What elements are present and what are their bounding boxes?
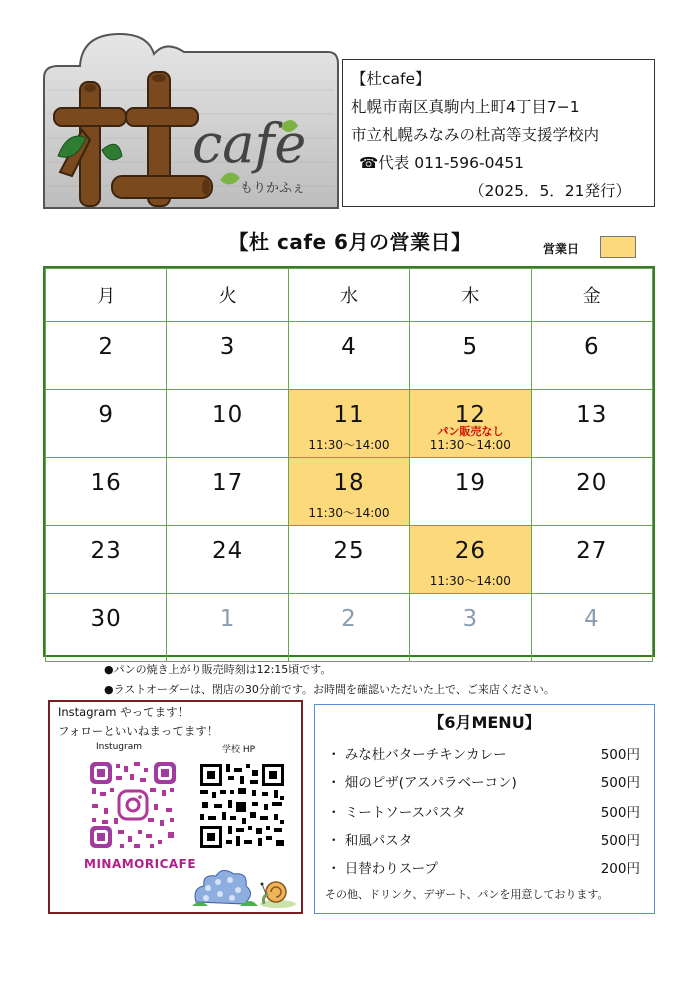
calendar-week-row <box>46 458 653 526</box>
day-number: 2 <box>341 606 357 632</box>
menu-item-name: ・ 畑のピザ(アスパラベーコン) <box>327 775 517 791</box>
menu-footer: その他、ドリンク、デザート、パンを用意しております。 <box>325 888 609 901</box>
calendar-day <box>46 322 167 390</box>
day-number: 26 <box>454 538 486 564</box>
calendar-day <box>531 322 652 390</box>
morikafe-logo <box>42 30 340 210</box>
calendar-day <box>531 458 652 526</box>
opening-hours: 11:30〜14:00 <box>429 438 511 452</box>
svg-text:もりかふぇ: もりかふぇ <box>240 181 306 196</box>
hydrangea-snail-illustration <box>190 862 300 910</box>
menu-item-price: 500円 <box>600 747 640 763</box>
day-number: 18 <box>333 470 365 496</box>
menu-box <box>314 704 655 914</box>
calendar-day <box>167 322 288 390</box>
calendar <box>43 266 655 657</box>
calendar-day <box>46 458 167 526</box>
instagram-line2: フォローといいねまってます！ <box>58 724 219 738</box>
calendar-week-row <box>46 322 653 390</box>
opening-hours: 11:30〜14:00 <box>308 438 390 452</box>
menu-item-name: ・ ミートソースパスタ <box>327 805 466 821</box>
day-number: 4 <box>583 606 600 632</box>
calendar-header-row <box>46 269 653 322</box>
day-number: 5 <box>462 334 479 360</box>
day-number: 13 <box>576 402 608 428</box>
weekday-thu: 木 <box>410 269 531 322</box>
instagram-box <box>48 700 303 914</box>
address: 札幌市南区真駒内上町4丁目7−1 <box>351 98 580 116</box>
instagram-qr-code[interactable] <box>88 760 178 850</box>
day-number: 10 <box>211 402 244 428</box>
menu-item-price: 500円 <box>600 775 640 791</box>
calendar-day <box>410 458 531 526</box>
day-number: 24 <box>211 538 244 564</box>
day-number: 19 <box>454 470 486 496</box>
menu-item-price: 200円 <box>600 861 640 877</box>
day-number: 30 <box>90 606 122 632</box>
note-bread-time: ●パンの焼き上がり販売時刻は12:15頃です。 <box>104 663 332 676</box>
calendar-day <box>46 526 167 594</box>
menu-item-name: ・ 和風パスタ <box>327 833 413 849</box>
instagram-line1: Instagram やってます！ <box>58 705 190 719</box>
cafe-name: 【杜cafe】 <box>351 70 431 88</box>
day-number: 9 <box>98 402 115 428</box>
calendar-day <box>167 526 288 594</box>
school-hp-qr-code[interactable] <box>198 762 286 850</box>
calendar-day <box>288 526 409 594</box>
day-number: 16 <box>90 470 122 496</box>
weekday-mon: 月 <box>46 269 167 322</box>
calendar-day <box>410 594 531 662</box>
calendar-week-row <box>46 594 653 662</box>
weekday-wed: 水 <box>288 269 409 322</box>
menu-title: 【6月MENU】 <box>428 713 541 732</box>
day-number: 17 <box>211 470 244 496</box>
location: 市立札幌みなみの杜高等支援学校内 <box>351 126 600 144</box>
day-number: 4 <box>341 334 357 360</box>
day-number: 3 <box>462 606 479 632</box>
weekday-fri: 金 <box>531 269 652 322</box>
page-title: 【杜 cafe 6月の営業日】 <box>228 230 472 254</box>
calendar-day-open <box>288 390 409 458</box>
calendar-week-row <box>46 390 653 458</box>
calendar-day-open <box>410 390 531 458</box>
calendar-day <box>288 322 409 390</box>
svg-text:cafe: cafe <box>192 112 307 175</box>
school-hp-caption: 学校 HP <box>222 745 256 755</box>
legend-label: 営業日 <box>543 242 580 256</box>
instagram-handle: MINAMORICAFE <box>84 857 197 871</box>
opening-hours: 11:30〜14:00 <box>308 506 390 520</box>
phone: ☎代表 011-596-0451 <box>359 154 525 172</box>
issue-date: （2025．5．21発行） <box>469 182 632 200</box>
weekday-tue: 火 <box>167 269 288 322</box>
menu-item-name: ・ みな杜バターチキンカレー <box>327 747 507 763</box>
calendar-day <box>46 390 167 458</box>
calendar-day <box>167 458 288 526</box>
menu-item-price: 500円 <box>600 805 640 821</box>
cafe-info-box <box>342 59 655 207</box>
day-number: 12 <box>454 402 486 428</box>
opening-hours: 11:30〜14:00 <box>429 574 511 588</box>
calendar-day <box>531 390 652 458</box>
legend-swatch <box>600 236 636 258</box>
calendar-day <box>531 594 652 662</box>
calendar-day-open <box>410 526 531 594</box>
day-number: 25 <box>333 538 365 564</box>
calendar-day <box>167 594 288 662</box>
day-number: 1 <box>219 606 236 632</box>
day-number: 3 <box>219 334 236 360</box>
calendar-day <box>288 594 409 662</box>
menu-item-name: ・ 日替わりスープ <box>327 861 438 877</box>
calendar-day <box>531 526 652 594</box>
day-number: 6 <box>583 334 600 360</box>
calendar-day <box>410 322 531 390</box>
calendar-table <box>45 268 653 662</box>
day-number: 20 <box>576 470 608 496</box>
calendar-week-row <box>46 526 653 594</box>
instagram-caption: Instugram <box>96 742 142 752</box>
calendar-day-open <box>288 458 409 526</box>
day-number: 11 <box>333 402 365 428</box>
day-number: 23 <box>90 538 122 564</box>
calendar-day <box>46 594 167 662</box>
menu-item-price: 500円 <box>600 833 640 849</box>
note-last-order: ●ラストオーダーは、閉店の30分前です。お時間を確認いただいた上で、ご来店ください。 <box>104 683 555 696</box>
day-number: 27 <box>576 538 608 564</box>
calendar-day <box>167 390 288 458</box>
day-number: 2 <box>98 334 115 360</box>
day-note: パン販売なし <box>437 425 504 438</box>
